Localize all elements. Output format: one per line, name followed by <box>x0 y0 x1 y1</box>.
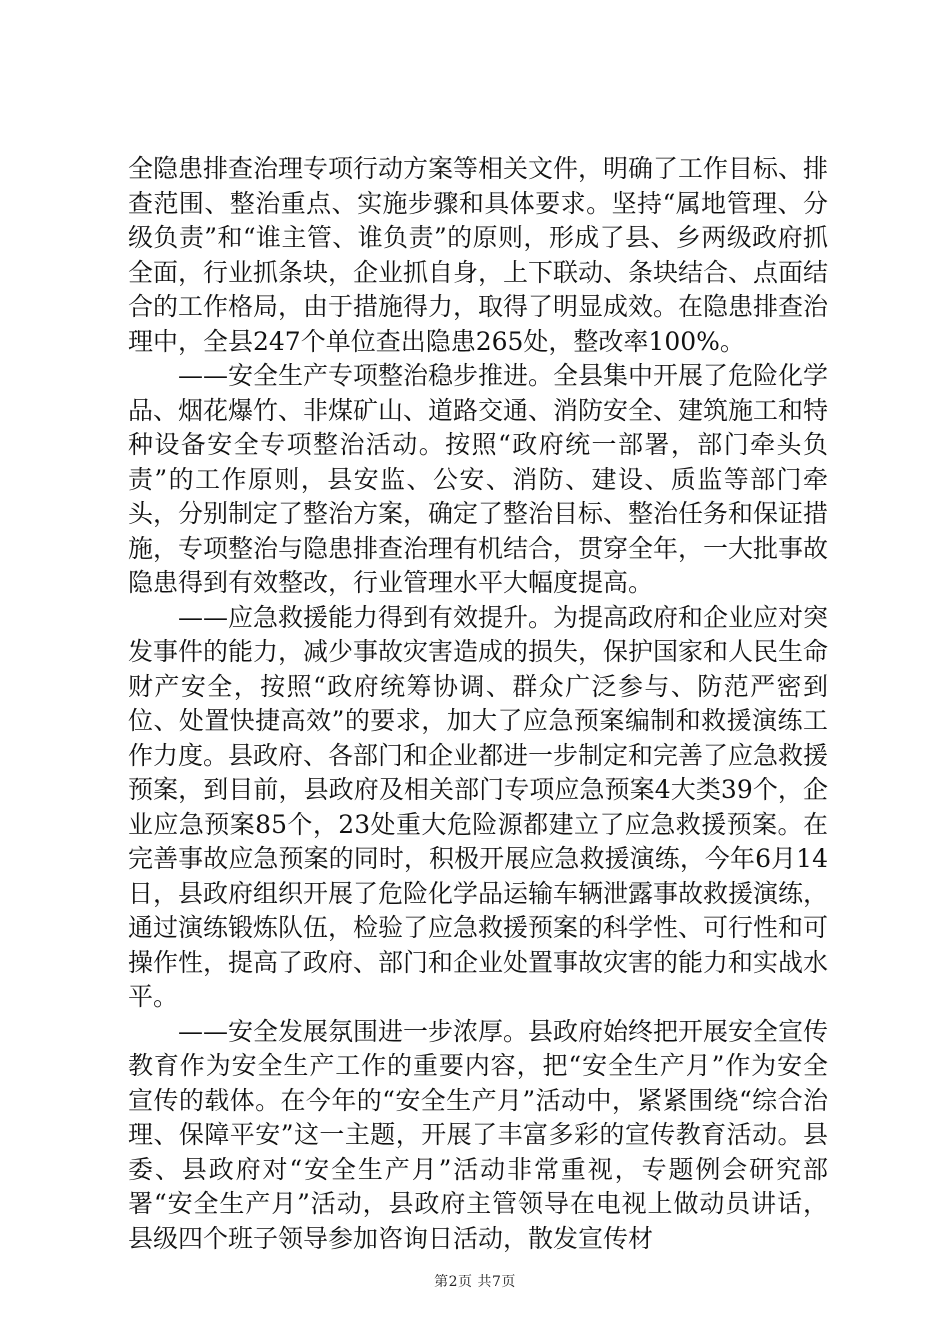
paragraph-special-rectification: ——安全生产专项整治稳步推进。全县集中开展了危险化学品、烟花爆竹、非煤矿山、道路交通、消防安全、建筑施工和特种设备安全专项整治活动。按照“政府统一部署，部门牵头负责”的工作原则，县安监、公安、消防、建设、质监等部门牵头，分别制定了整治方案，确定了整治目标、整治任务和保证措施，专项整治与隐患排查治理有机结合，贯穿全年，一大批事故隐患得到有效整改，行业管理水平大幅度提高。 <box>128 361 829 597</box>
document-body <box>128 152 828 1256</box>
paragraph-continuation: 全隐患排查治理专项行动方案等相关文件，明确了工作目标、排查范围、整治重点、实施步骤和具体要求。坚持“属地管理、分级负责”和“谁主管、谁负责”的原则，形成了县、乡两级政府抓全面，行业抓条块，企业抓自身，上下联动、条块结合、点面结合的工作格局，由于措施得力，取得了明显成效。在隐患排查治理中，全县247个单位查出隐患265处，整改率100%。 <box>128 154 829 356</box>
paragraph-safety-atmosphere: ——安全发展氛围进一步浓厚。县政府始终把开展安全宣传教育作为安全生产工作的重要内容，把“安全生产月”作为安全宣传的载体。在今年的“安全生产月”活动中，紧紧围绕“综合治理、保障平安”这一主题，开展了丰富多彩的宣传教育活动。县委、县政府对“安全生产月”活动非常重视，专题例会研究部署“安全生产月”活动，县政府主管领导在电视上做动员讲话，县级四个班子领导参加咨询日活动，散发宣传材 <box>128 1016 829 1253</box>
paragraph-emergency-rescue: ——应急救援能力得到有效提升。为提高政府和企业应对突发事件的能力，减少事故灾害造成的损失，保护国家和人民生命财产安全，按照“政府统筹协调、群众广泛参与、防范严密到位、处置快捷高效”的要求，加大了应急预案编制和救援演练工作力度。县政府、各部门和企业都进一步制定和完善了应急救援预案，到目前，县政府及相关部门专项应急预案4大类39个，企业应急预案85个，23处重大危险源都建立了应急救援预案。在完善事故应急预案的同时，积极开展应急救援演练，今年6月14日，县政府组织开展了危险化学品运输车辆泄露事故救援演练，通过演练锻炼队伍，检验了应急救援预案的科学性、可行性和可操作性，提高了政府、部门和企业处置事故灾害的能力和实战水平。 <box>128 602 829 1011</box>
page-number-footer: 第2页 共7页 <box>434 1274 516 1290</box>
